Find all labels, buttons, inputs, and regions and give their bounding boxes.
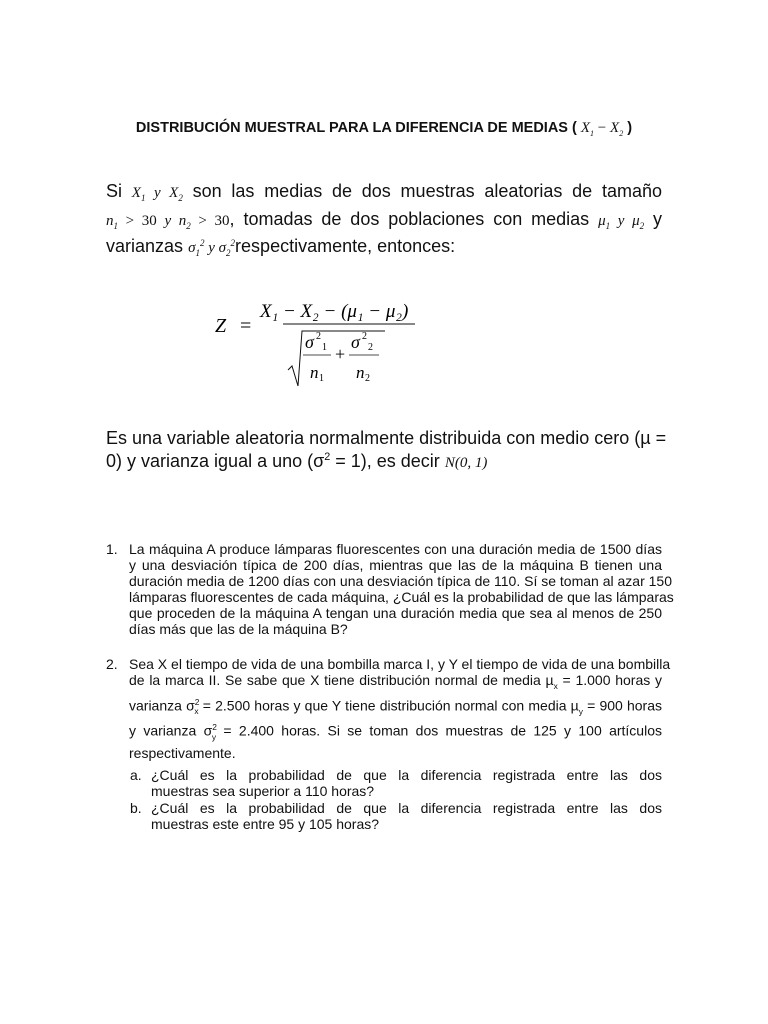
subitem-a-letter: a. <box>130 767 142 783</box>
problem-2: 2. Sea X el tiempo de vida de una bombilla marca I, y Y el tiempo de vida de una bombilla de la marca II. Se sabe que X tiene distribución normal de media µ$_x$ = 1.000 horas y varianza $\sigma^2_x = 2.500$ horas y que Y tiene distribución normal con media µ$_y$ = 900 horas y varianza $\sigma^2_y = 2.400$ horas. Si se toman dos muestras de 125 y 100 artículos respectivamente. <box>106 656 671 761</box>
problem-1: 1. La máquina A produce lámparas fluorescentes con una duración media de 1500 días y una desviación típica de 200 días, mientras que las de la máquina B tienen una duración media de 1200 días con una desviación típica de 110. Sí se toman al azar 150 lámparas fluorescentes de cada máquina, ¿Cuál es la probabilidad de que las lámparas que proceden de la máquina A tengan una duración media que sea al menos de 250 días más que las de la máquina B? <box>106 541 674 637</box>
population-variances: $\sigma_1^2$ y $\sigma_2^2$ <box>188 238 236 258</box>
problem-1-number: 1. <box>106 541 118 557</box>
intro-line-2: $n_1 > 30$ y $n_2 > 30$, tomadas de dos poblaciones con medias $\mu_1$ y $\mu_2$ y <box>106 209 663 231</box>
z-formula <box>215 290 445 400</box>
sigma1-sub: 1 <box>322 342 327 353</box>
title-text: DISTRIBUCIÓN MUESTRAL PARA LA DIFERENCIA DE MEDIAS ( <box>135 120 577 136</box>
title-close: ) <box>627 120 633 136</box>
formula-equals: = <box>240 315 252 337</box>
sigma2-sup: 2 <box>362 331 367 342</box>
result-line-2: 0) y varianza igual a uno $(\sigma^2 = 1)$, es decir N(0, 1) <box>106 451 488 471</box>
n2-symbol: n <box>356 363 365 382</box>
formula-plus: + <box>335 344 346 364</box>
formula-numerator: X₁ − X₂ − (μ₁ − μ₂) <box>260 301 409 322</box>
formula-z: Z <box>215 315 227 337</box>
n2-sub: 2 <box>365 373 370 384</box>
sigma2-sub: 2 <box>368 342 373 353</box>
n1-symbol: n <box>310 363 319 382</box>
intro-line-1: Si $X_1$ y $X_2$ son las medias de dos muestras aleatorias de tamaño <box>106 181 662 203</box>
title-formula: $X_1 - X_2$ <box>580 120 624 138</box>
subitem-b-letter: b. <box>130 800 142 816</box>
n1-sub: 1 <box>319 373 324 384</box>
subitem-a: a. ¿Cuál es la probabilidad de que la diferencia registrada entre las dos muestras sea superior a 110 horas? <box>130 767 662 799</box>
sample-size-condition: $n_1 > 30$ y $n_2 > 30$ <box>106 213 230 231</box>
page-title <box>0 120 768 138</box>
sigma1-symbol: σ <box>305 332 314 352</box>
intro-line-3: varianzas $\sigma_1^2$ y $\sigma_2^2respectivamente$, entonces: <box>106 236 456 258</box>
result-line-1: Es una variable aleatoria normalmente distribuida con medio cero (µ = <box>106 428 667 448</box>
problem-2-number: 2. <box>106 656 118 672</box>
sigma2-symbol: σ <box>351 332 360 352</box>
subitem-b: b. ¿Cuál es la probabilidad de que la diferencia registrada entre las dos muestras este entre 95 y 105 horas? <box>130 800 662 832</box>
population-means: $\mu_1$ y $\mu_2$ <box>598 213 645 231</box>
x1-var: $X_1$ y $X_2$ <box>131 185 183 203</box>
normal-distribution: N(0, 1) <box>444 455 488 471</box>
sigma1-sup: 2 <box>316 331 321 342</box>
